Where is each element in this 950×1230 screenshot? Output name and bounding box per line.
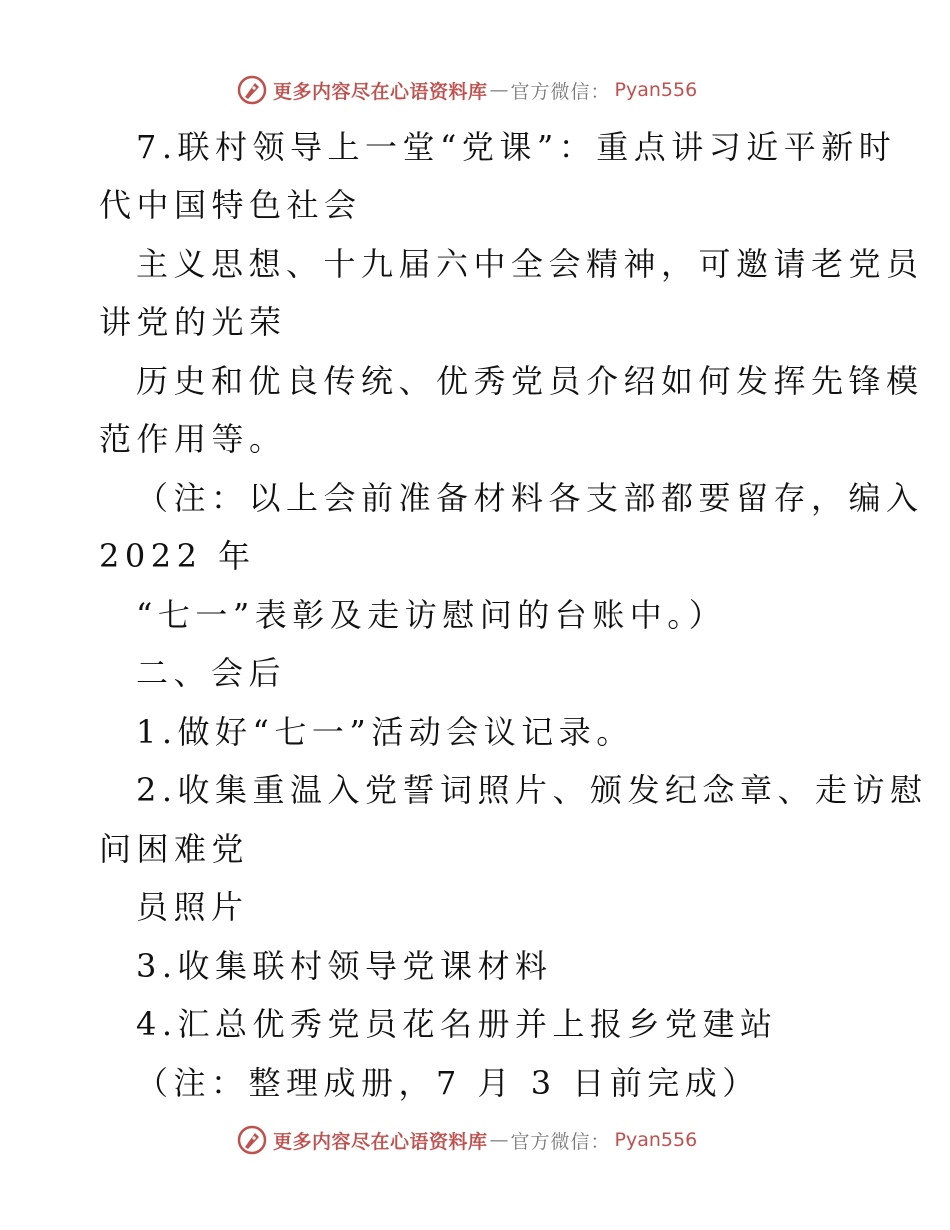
text-line-after-2-a: 2.收集重温入党誓词照片、颁发纪念章、走访慰 bbox=[136, 771, 928, 809]
banner-wechat-id: Pyan556 bbox=[614, 79, 698, 101]
text-line-note-b: 2022 年 bbox=[99, 537, 256, 575]
banner-sub-text: 官方微信： bbox=[510, 1130, 611, 1153]
banner-sub-text: 官方微信： bbox=[510, 80, 611, 103]
text-line-after-2-c: 员照片 bbox=[136, 888, 249, 926]
banner-dash: — bbox=[489, 79, 509, 101]
banner-main-text: 更多内容尽在心语资料库 bbox=[273, 80, 488, 103]
text-line-after-3: 3.收集联村领导党课材料 bbox=[136, 947, 553, 985]
text-line-after-2-b: 问困难党 bbox=[99, 830, 250, 868]
pen-nib-logo-icon bbox=[236, 74, 268, 106]
text-line-item-7-b: 代中国特色社会 bbox=[99, 186, 362, 224]
text-line-item-7-f: 范作用等。 bbox=[99, 420, 287, 458]
banner-dash: — bbox=[489, 1129, 509, 1151]
pen-nib-logo-icon bbox=[236, 1124, 268, 1156]
banner-wechat-id: Pyan556 bbox=[614, 1129, 698, 1151]
text-line-item-7-c: 主义思想、十九届六中全会精神，可邀请老党员 bbox=[136, 245, 924, 283]
text-line-note-c: “七一”表彰及走访慰问的台账中。） bbox=[136, 596, 727, 634]
text-line-note-final: （注：整理成册，7 月 3 日前完成） bbox=[136, 1064, 760, 1102]
text-line-after-4: 4.汇总优秀党员花名册并上报乡党建站 bbox=[136, 1005, 778, 1043]
text-line-item-7-a: 7.联村领导上一堂“党课”：重点讲习近平新时 bbox=[136, 128, 897, 166]
text-line-item-7-e: 历史和优良传统、优秀党员介绍如何发挥先锋模 bbox=[136, 362, 924, 400]
section-heading-after-meeting: 二、会后 bbox=[136, 654, 287, 692]
text-line-item-7-d: 讲党的光荣 bbox=[99, 303, 287, 341]
text-line-after-1: 1.做好“七一”活动会议记录。 bbox=[136, 713, 634, 751]
watermark-banner-top bbox=[236, 72, 697, 108]
watermark-banner-bottom bbox=[236, 1122, 697, 1158]
text-line-note-a: （注：以上会前准备材料各支部都要留存，编入 bbox=[136, 479, 924, 517]
banner-main-text: 更多内容尽在心语资料库 bbox=[273, 1130, 488, 1153]
